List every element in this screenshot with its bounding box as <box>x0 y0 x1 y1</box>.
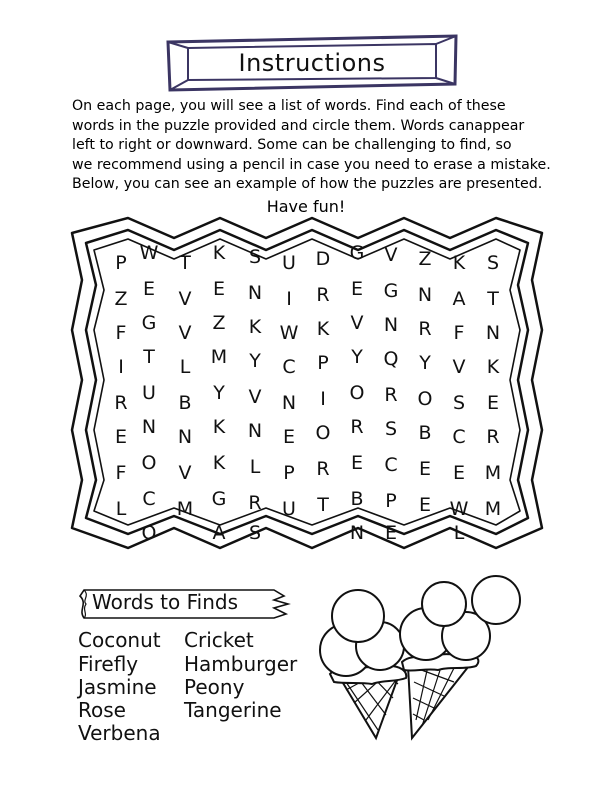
grid-letter: C <box>384 454 398 476</box>
instructions-paragraph: On each page, you will see a list of words. Find each of these words in the puzzle provided and circle them. Words canappear left to right or downward. Some can be challenging to find, so we recommend using a pencil in case you need to erase a mistake. Below, you can see an example of how the puzzles are presented. <box>72 98 551 192</box>
grid-letter: K <box>316 318 330 340</box>
grid-letter: T <box>317 494 329 516</box>
grid-letter: U <box>282 252 296 274</box>
grid-letter: V <box>350 312 364 334</box>
grid-letter: K <box>452 252 466 274</box>
grid-letter: E <box>384 522 397 544</box>
grid-letter: S <box>452 392 466 414</box>
grid-letter: R <box>418 318 432 340</box>
word-item: Verbena <box>78 721 161 745</box>
word-item: Tangerine <box>184 698 282 722</box>
grid-letter: E <box>114 426 127 448</box>
grid-letter: O <box>315 422 331 444</box>
grid-letter: E <box>486 392 499 414</box>
grid-letter: O <box>349 382 365 404</box>
grid-letter: Y <box>249 350 261 372</box>
grid-letter: V <box>178 462 192 484</box>
grid-letter: O <box>141 522 157 544</box>
grid-letter: T <box>487 288 499 310</box>
grid-letter: E <box>418 494 431 516</box>
word-item: Jasmine <box>78 675 157 699</box>
grid-letter: V <box>384 244 398 266</box>
grid-letter: E <box>142 278 155 300</box>
grid-letter: Y <box>351 346 363 368</box>
grid-letter: T <box>179 252 191 274</box>
grid-letter: R <box>384 384 398 406</box>
words-section-title: Words to Finds <box>92 590 239 614</box>
grid-letter: N <box>177 426 193 448</box>
grid-letter: G <box>349 242 365 264</box>
grid-letter: C <box>142 488 156 510</box>
grid-letter: F <box>115 322 127 344</box>
grid-letter: I <box>286 288 292 310</box>
grid-letter: E <box>212 278 225 300</box>
word-item: Peony <box>184 675 245 699</box>
grid-letter: I <box>320 388 326 410</box>
grid-letter: O <box>417 388 433 410</box>
grid-letter: C <box>452 426 466 448</box>
grid-letter: Z <box>418 248 432 270</box>
page-title: Instructions <box>238 49 386 77</box>
grid-letter: P <box>317 352 329 374</box>
grid-letter: S <box>486 252 500 274</box>
grid-letter: P <box>115 252 127 274</box>
grid-letter: V <box>452 356 466 378</box>
grid-letter: R <box>248 492 262 514</box>
grid-letter: V <box>248 386 262 408</box>
grid-letter: A <box>452 288 466 310</box>
grid-letter: E <box>452 462 465 484</box>
grid-letter: L <box>115 498 127 520</box>
grid-letter: M <box>210 346 228 368</box>
ice-cream-illustration <box>316 570 536 760</box>
grid-letter: K <box>486 356 500 378</box>
grid-letter: E <box>418 458 431 480</box>
grid-letter: R <box>114 392 128 414</box>
grid-letter: N <box>141 416 157 438</box>
grid-letter: K <box>212 416 226 438</box>
grid-letter: I <box>118 356 124 378</box>
word-item: Firefly <box>78 652 139 676</box>
grid-letter: E <box>350 278 363 300</box>
grid-letter: D <box>315 248 331 270</box>
grid-letter: G <box>211 488 227 510</box>
grid-letter: N <box>247 420 263 442</box>
grid-letter: M <box>176 498 194 520</box>
word-item: Coconut <box>78 628 161 652</box>
grid-letter: R <box>486 426 500 448</box>
grid-letter: S <box>384 418 398 440</box>
grid-letter: W <box>139 242 159 264</box>
grid-letter: U <box>142 382 156 404</box>
grid-letter: R <box>316 458 330 480</box>
grid-letter: R <box>350 416 364 438</box>
grid-letter: B <box>350 488 364 510</box>
grid-letter: P <box>385 490 397 512</box>
grid-letter: O <box>141 452 157 474</box>
grid-letter: N <box>485 322 501 344</box>
grid-letter: L <box>179 356 191 378</box>
grid-letter: G <box>383 280 399 302</box>
grid-letter: N <box>247 282 263 304</box>
grid-letter: E <box>282 426 295 448</box>
grid-letter: S <box>248 522 262 544</box>
grid-letter: S <box>248 246 262 268</box>
word-item: Hamburger <box>184 652 298 676</box>
grid-letter: Z <box>212 312 226 334</box>
grid-letter: Y <box>419 352 431 374</box>
grid-letter: E <box>350 452 363 474</box>
grid-letter: G <box>141 312 157 334</box>
grid-letter: L <box>249 456 261 478</box>
grid-letter: R <box>316 284 330 306</box>
grid-letter: L <box>453 522 465 544</box>
grid-letter: K <box>212 242 226 264</box>
grid-letter: M <box>484 462 502 484</box>
grid-letter: M <box>484 498 502 520</box>
grid-letter: N <box>383 314 399 336</box>
have-fun-text: Have fun! <box>266 197 346 216</box>
grid-letter: N <box>281 392 297 414</box>
grid-letter: K <box>248 316 262 338</box>
grid-letter: F <box>453 322 465 344</box>
word-item: Cricket <box>184 628 254 652</box>
grid-letter: Y <box>213 382 225 404</box>
grid-letter: F <box>115 462 127 484</box>
grid-letter: C <box>282 356 296 378</box>
grid-letter: V <box>178 322 192 344</box>
grid-letter: N <box>417 284 433 306</box>
grid-letter: U <box>282 498 296 520</box>
grid-letter: P <box>283 462 295 484</box>
grid-letter: N <box>349 522 365 544</box>
grid-letter: V <box>178 288 192 310</box>
grid-letter: W <box>449 498 469 520</box>
grid-letter: B <box>418 422 432 444</box>
grid-letter: T <box>143 346 155 368</box>
grid-letter: B <box>178 392 192 414</box>
word-item: Rose <box>78 698 126 722</box>
grid-letter: K <box>212 452 226 474</box>
grid-letter: Q <box>383 348 399 370</box>
grid-letter: W <box>279 322 299 344</box>
words-banner <box>74 586 299 622</box>
grid-letter: Z <box>114 288 128 310</box>
grid-letter: A <box>212 522 226 544</box>
